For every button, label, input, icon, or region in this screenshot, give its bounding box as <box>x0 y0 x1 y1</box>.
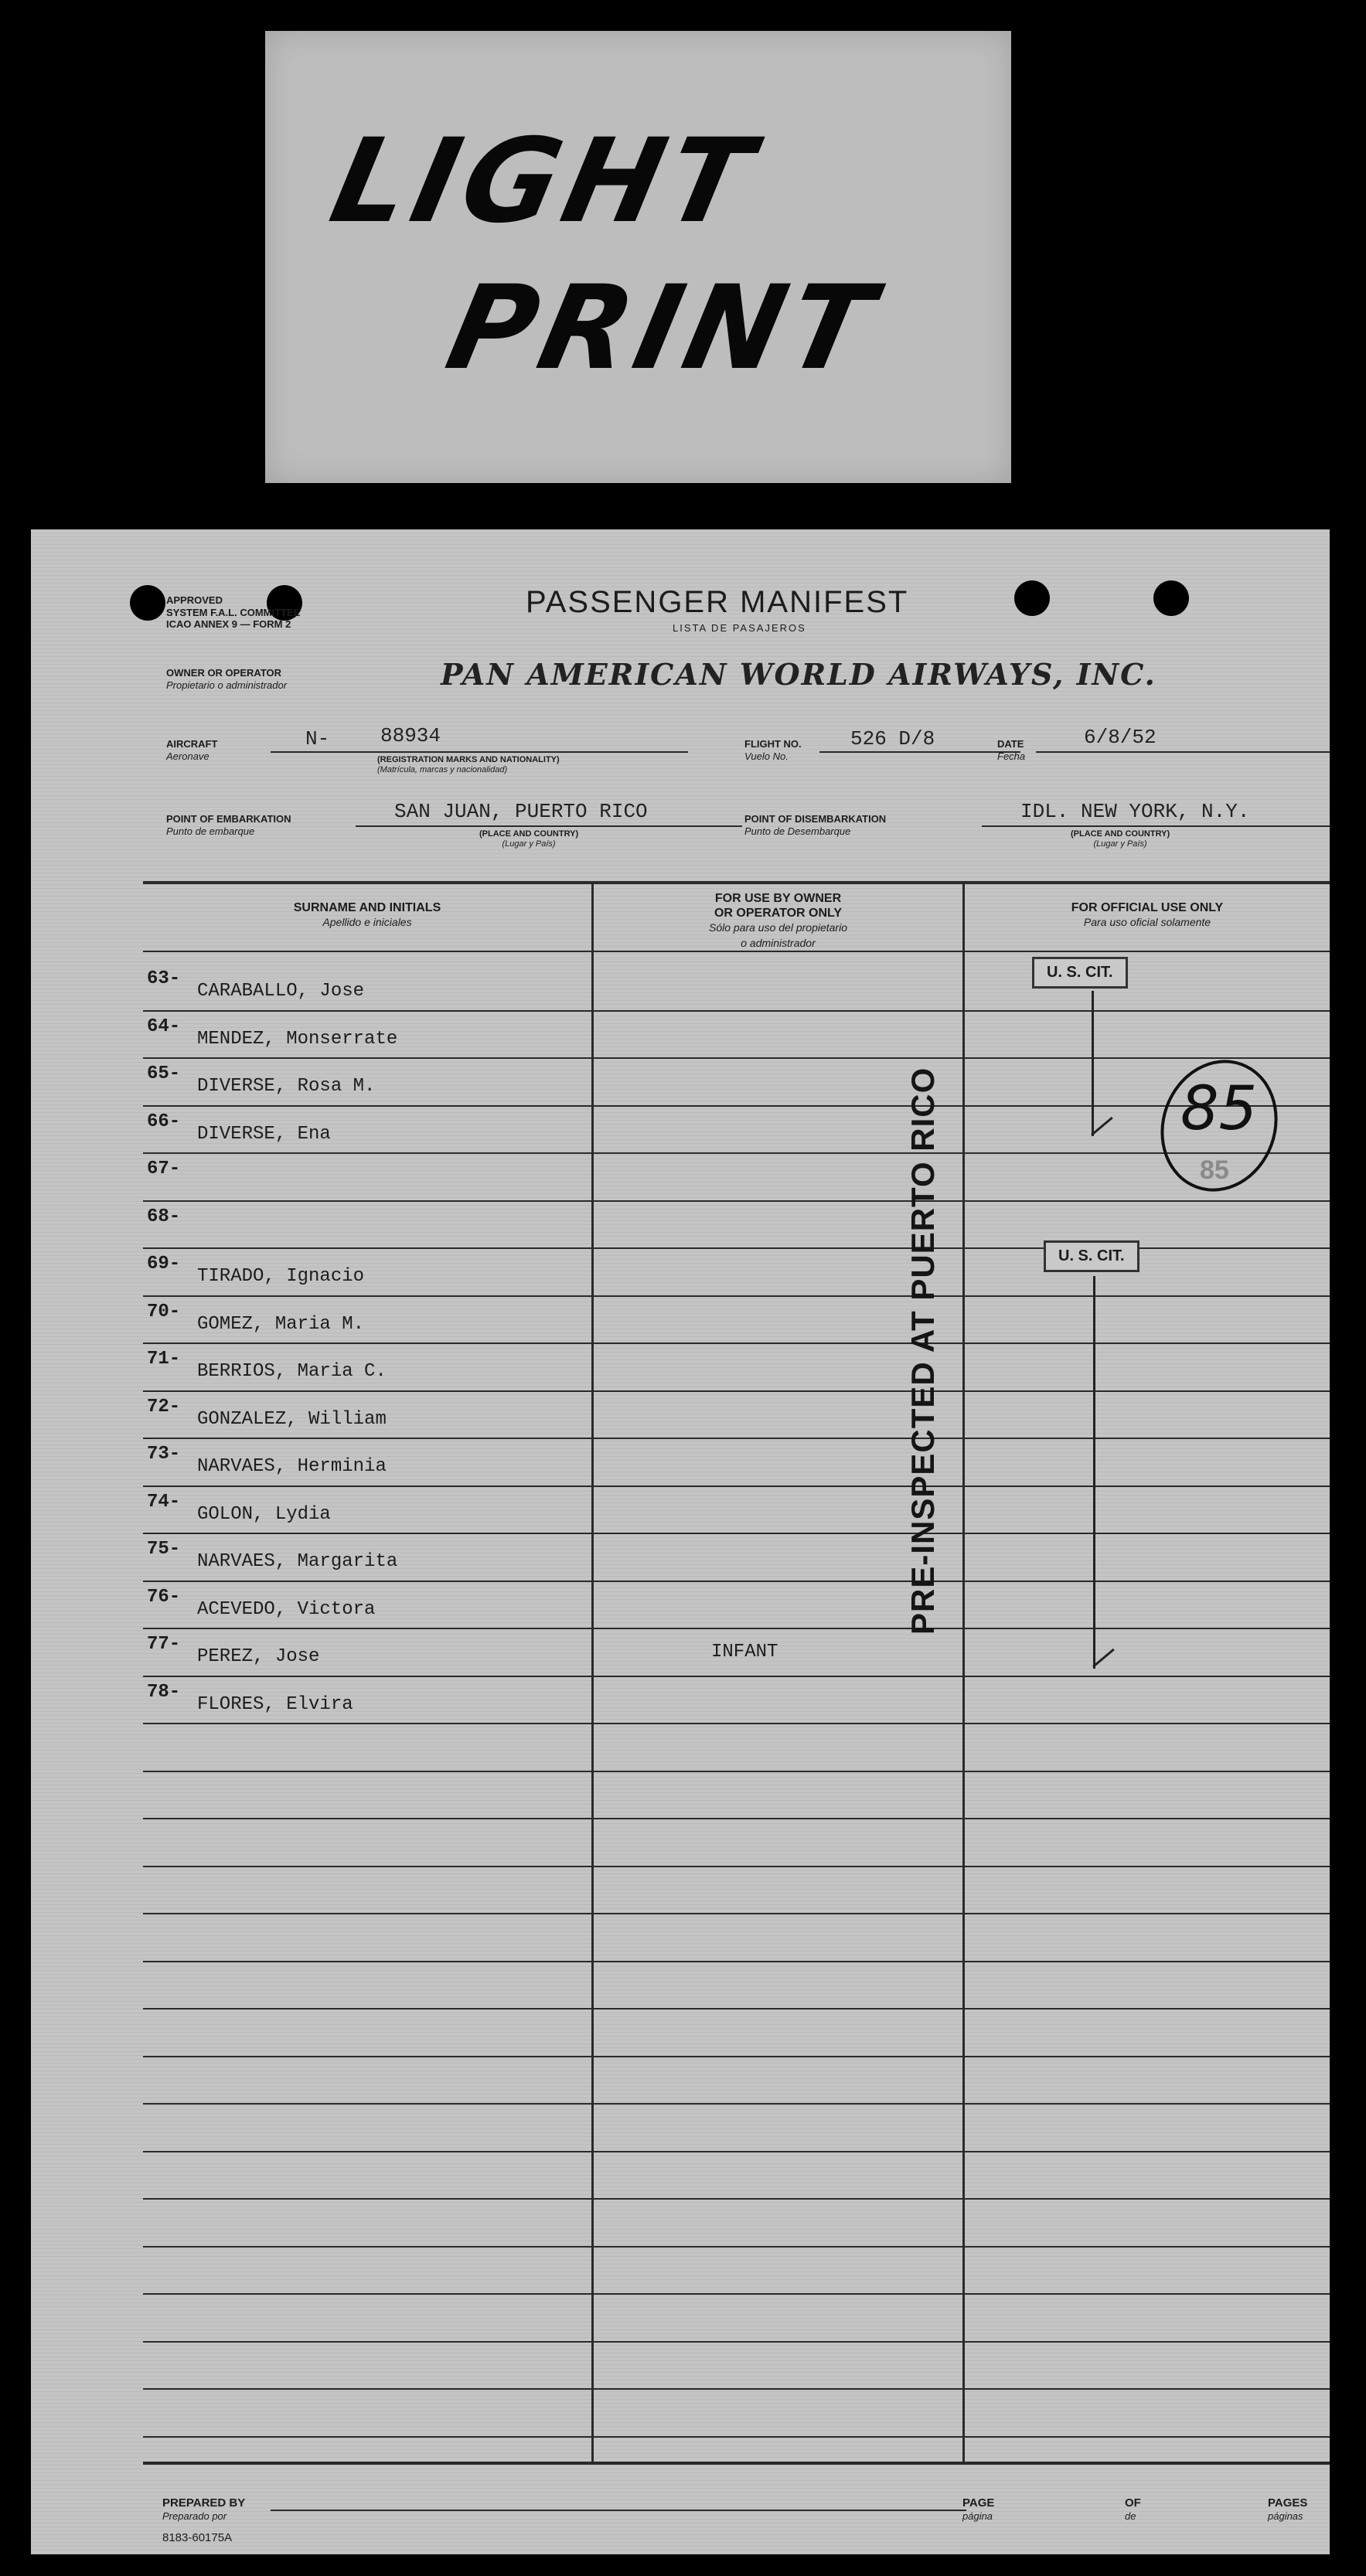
table-rule <box>143 1723 1330 1724</box>
col-surname-title-es: Apellido e iniciales <box>322 916 412 929</box>
table-rule <box>143 1771 1330 1772</box>
flight-underline <box>819 751 1020 753</box>
passenger-name: BERRIOS, Maria C. <box>197 1361 387 1382</box>
place-note: (PLACE AND COUNTRY) <box>1071 829 1170 839</box>
embark-label-es: Punto de embarque <box>166 825 255 837</box>
passenger-name: DIVERSE, Ena <box>197 1123 331 1145</box>
punch-hole-icon <box>1153 580 1189 616</box>
table-rule <box>143 1152 1330 1154</box>
aircraft-label-block <box>166 738 217 762</box>
passenger-number: 69- <box>147 1254 181 1274</box>
passenger-number: 78- <box>147 1681 181 1703</box>
embark-place-note <box>479 829 578 849</box>
bracket-line <box>1092 991 1094 1136</box>
owner-label: OWNER OR OPERATOR <box>166 667 282 679</box>
passenger-number: 64- <box>147 1016 181 1037</box>
passenger-name: DIVERSE, Rosa M. <box>197 1076 376 1097</box>
date-underline <box>1036 751 1330 753</box>
table-rule <box>143 1105 1330 1107</box>
aircraft-underline <box>271 751 688 753</box>
disembark-underline <box>982 825 1330 827</box>
table-rule <box>143 1913 1330 1914</box>
page-label-block <box>962 2496 994 2523</box>
table-rule <box>143 2151 1330 2152</box>
punch-hole-icon <box>1014 580 1050 616</box>
flight-label-es: Vuelo No. <box>744 750 789 762</box>
prepared-underline <box>271 2510 966 2511</box>
table-rule <box>143 1628 1330 1629</box>
pages-label-es: páginas <box>1268 2510 1303 2522</box>
column-divider <box>591 881 594 2462</box>
table-rule <box>143 2246 1330 2248</box>
passenger-number: 67- <box>147 1159 181 1179</box>
date-label-es: Fecha <box>997 750 1026 762</box>
aircraft-note-block <box>377 755 560 775</box>
column-divider <box>962 881 965 2462</box>
aircraft-note-es: (Matrícula, marcas y nacionalidad) <box>377 765 508 775</box>
table-rule <box>143 2388 1330 2390</box>
date-value: 6/8/52 <box>1084 726 1157 749</box>
approval-line: SYSTEM F.A.L. COMMITTEE <box>166 606 301 618</box>
table-rule <box>143 1247 1330 1249</box>
passenger-name: NARVAES, Margarita <box>197 1551 398 1572</box>
table-top-rule <box>143 881 1330 884</box>
table-rule <box>143 1485 1330 1487</box>
aircraft-value: 88934 <box>380 724 441 747</box>
passenger-name: GOMEZ, Maria M. <box>197 1313 365 1335</box>
col-surname-header <box>143 900 591 930</box>
passenger-name: NARVAES, Herminia <box>197 1456 387 1477</box>
table-rule <box>143 2436 1330 2438</box>
embark-label-block <box>166 813 291 837</box>
form-title: PASSENGER MANIFEST <box>526 585 909 619</box>
table-rule <box>143 2198 1330 2200</box>
flight-value: 526 D/8 <box>850 727 935 750</box>
aircraft-note: (REGISTRATION MARKS AND NATIONALITY) <box>377 755 560 764</box>
passenger-number: 72- <box>147 1396 181 1417</box>
table-rule <box>143 1390 1330 1392</box>
passenger-name: CARABALLO, Jose <box>197 981 365 1002</box>
disembark-label-block <box>744 813 886 837</box>
table-rule <box>143 1818 1330 1819</box>
col-official-title-es: Para uso oficial solamente <box>1083 916 1211 929</box>
pre-inspected-stamp: PRE-INSPECTED AT PUERTO RICO <box>904 1067 941 1635</box>
approval-line: APPROVED <box>166 594 223 606</box>
embark-underline <box>356 825 742 827</box>
card-handwriting-line2: PRINT <box>436 261 890 396</box>
passenger-number: 77- <box>147 1634 181 1655</box>
table-rule <box>143 1438 1330 1439</box>
card-handwriting-line1: LIGHT <box>320 114 768 249</box>
passenger-note: INFANT <box>711 1642 778 1662</box>
passenger-number: 76- <box>147 1586 181 1608</box>
table-bottom-rule <box>143 2462 1330 2465</box>
flight-label-block <box>744 738 802 762</box>
table-rule <box>143 2056 1330 2057</box>
owner-label-block <box>166 667 287 691</box>
table-rule <box>143 1533 1330 1534</box>
form-subtitle: LISTA DE PASAJEROS <box>673 622 806 634</box>
owner-value: PAN AMERICAN WORLD AIRWAYS, INC. <box>441 657 1157 692</box>
flight-label: FLIGHT NO. <box>744 738 802 750</box>
table-rule <box>143 2008 1330 2009</box>
passenger-number: 73- <box>147 1444 181 1465</box>
of-label-block <box>1125 2496 1141 2523</box>
embark-label: POINT OF EMBARKATION <box>166 813 291 825</box>
col-owner-title-es-2: o administrador <box>741 936 816 949</box>
aircraft-prefix: N- <box>305 727 330 750</box>
date-label-block <box>997 738 1025 762</box>
prepared-label: PREPARED BY <box>162 2496 246 2510</box>
disembark-place-note <box>1071 829 1170 849</box>
embark-value: SAN JUAN, PUERTO RICO <box>394 800 648 823</box>
col-official-header <box>965 900 1330 930</box>
us-citizen-stamp: U. S. CIT. <box>1032 957 1128 989</box>
approval-block <box>166 594 300 631</box>
place-note-es: (Lugar y País) <box>1093 839 1147 849</box>
passenger-number: 68- <box>147 1206 181 1227</box>
passenger-name: MENDEZ, Monserrate <box>197 1028 398 1050</box>
passenger-number: 65- <box>147 1063 181 1084</box>
punch-hole-icon <box>130 585 165 621</box>
passenger-name: GOLON, Lydia <box>197 1503 331 1525</box>
place-note-es: (Lugar y País) <box>502 839 556 849</box>
passenger-number: 66- <box>147 1111 181 1132</box>
passenger-name: FLORES, Elvira <box>197 1693 353 1715</box>
passenger-number: 75- <box>147 1539 181 1560</box>
col-owner-title-1: FOR USE BY OWNER <box>714 892 842 905</box>
passenger-name: ACEVEDO, Victora <box>197 1598 376 1620</box>
table-rule <box>143 2103 1330 2105</box>
date-label: DATE <box>997 738 1024 750</box>
disembark-label: POINT OF DISEMBARKATION <box>744 813 887 825</box>
col-owner-title-2: OR OPERATOR ONLY <box>714 907 843 920</box>
pages-label-block <box>1268 2496 1307 2523</box>
of-label-es: de <box>1125 2510 1136 2522</box>
table-rule <box>143 2293 1330 2295</box>
passenger-number: 71- <box>147 1349 181 1370</box>
table-rule <box>143 1295 1330 1297</box>
aircraft-label-es: Aeronave <box>166 750 209 762</box>
aircraft-label: AIRCRAFT <box>166 738 218 750</box>
pages-label: PAGES <box>1268 2496 1308 2510</box>
col-owner-title-es-1: Sólo para uso del propietario <box>708 921 847 934</box>
passenger-number: 74- <box>147 1491 181 1513</box>
handwritten-count: 85 <box>1180 1074 1258 1144</box>
table-rule <box>143 1866 1330 1867</box>
table-rule <box>143 1010 1330 1012</box>
approval-line: ICAO ANNEX 9 — FORM 2 <box>166 618 291 631</box>
prepared-by-block <box>162 2496 245 2523</box>
light-print-card <box>265 31 1011 483</box>
form-code: 8183-60175A <box>162 2531 233 2544</box>
table-rule <box>143 1581 1330 1582</box>
table-rule <box>143 1676 1330 1677</box>
table-rule <box>143 1200 1330 1202</box>
page-label: PAGE <box>962 2496 995 2510</box>
table-rule <box>143 1961 1330 1962</box>
owner-label-es: Propietario o administrador <box>166 679 288 691</box>
table-rule <box>143 2341 1330 2343</box>
disembark-label-es: Punto de Desembarque <box>744 825 851 837</box>
passenger-number: 63- <box>147 968 181 989</box>
bracket-tick <box>1091 1117 1113 1136</box>
place-note: (PLACE AND COUNTRY) <box>479 829 579 839</box>
passenger-name: PEREZ, Jose <box>197 1646 320 1667</box>
header-rule <box>143 951 1330 952</box>
col-official-title: FOR OFFICIAL USE ONLY <box>1071 901 1224 914</box>
printed-count: 85 <box>1200 1155 1229 1185</box>
us-citizen-stamp: U. S. CIT. <box>1044 1240 1139 1272</box>
bracket-tick <box>1092 1649 1115 1668</box>
passenger-name: TIRADO, Ignacio <box>197 1266 365 1287</box>
col-surname-title: SURNAME AND INITIALS <box>293 901 441 914</box>
passenger-name: GONZALEZ, William <box>197 1408 387 1430</box>
of-label: OF <box>1125 2496 1141 2510</box>
bracket-line <box>1093 1276 1095 1669</box>
table-rule <box>143 1342 1330 1344</box>
prepared-label-es: Preparado por <box>162 2510 227 2522</box>
page-label-es: página <box>962 2510 993 2522</box>
manifest-sheet <box>31 529 1330 2554</box>
disembark-value: IDL. NEW YORK, N.Y. <box>1020 800 1250 823</box>
passenger-number: 70- <box>147 1301 181 1322</box>
col-owner-header <box>594 891 962 951</box>
table-rule <box>143 1057 1330 1059</box>
